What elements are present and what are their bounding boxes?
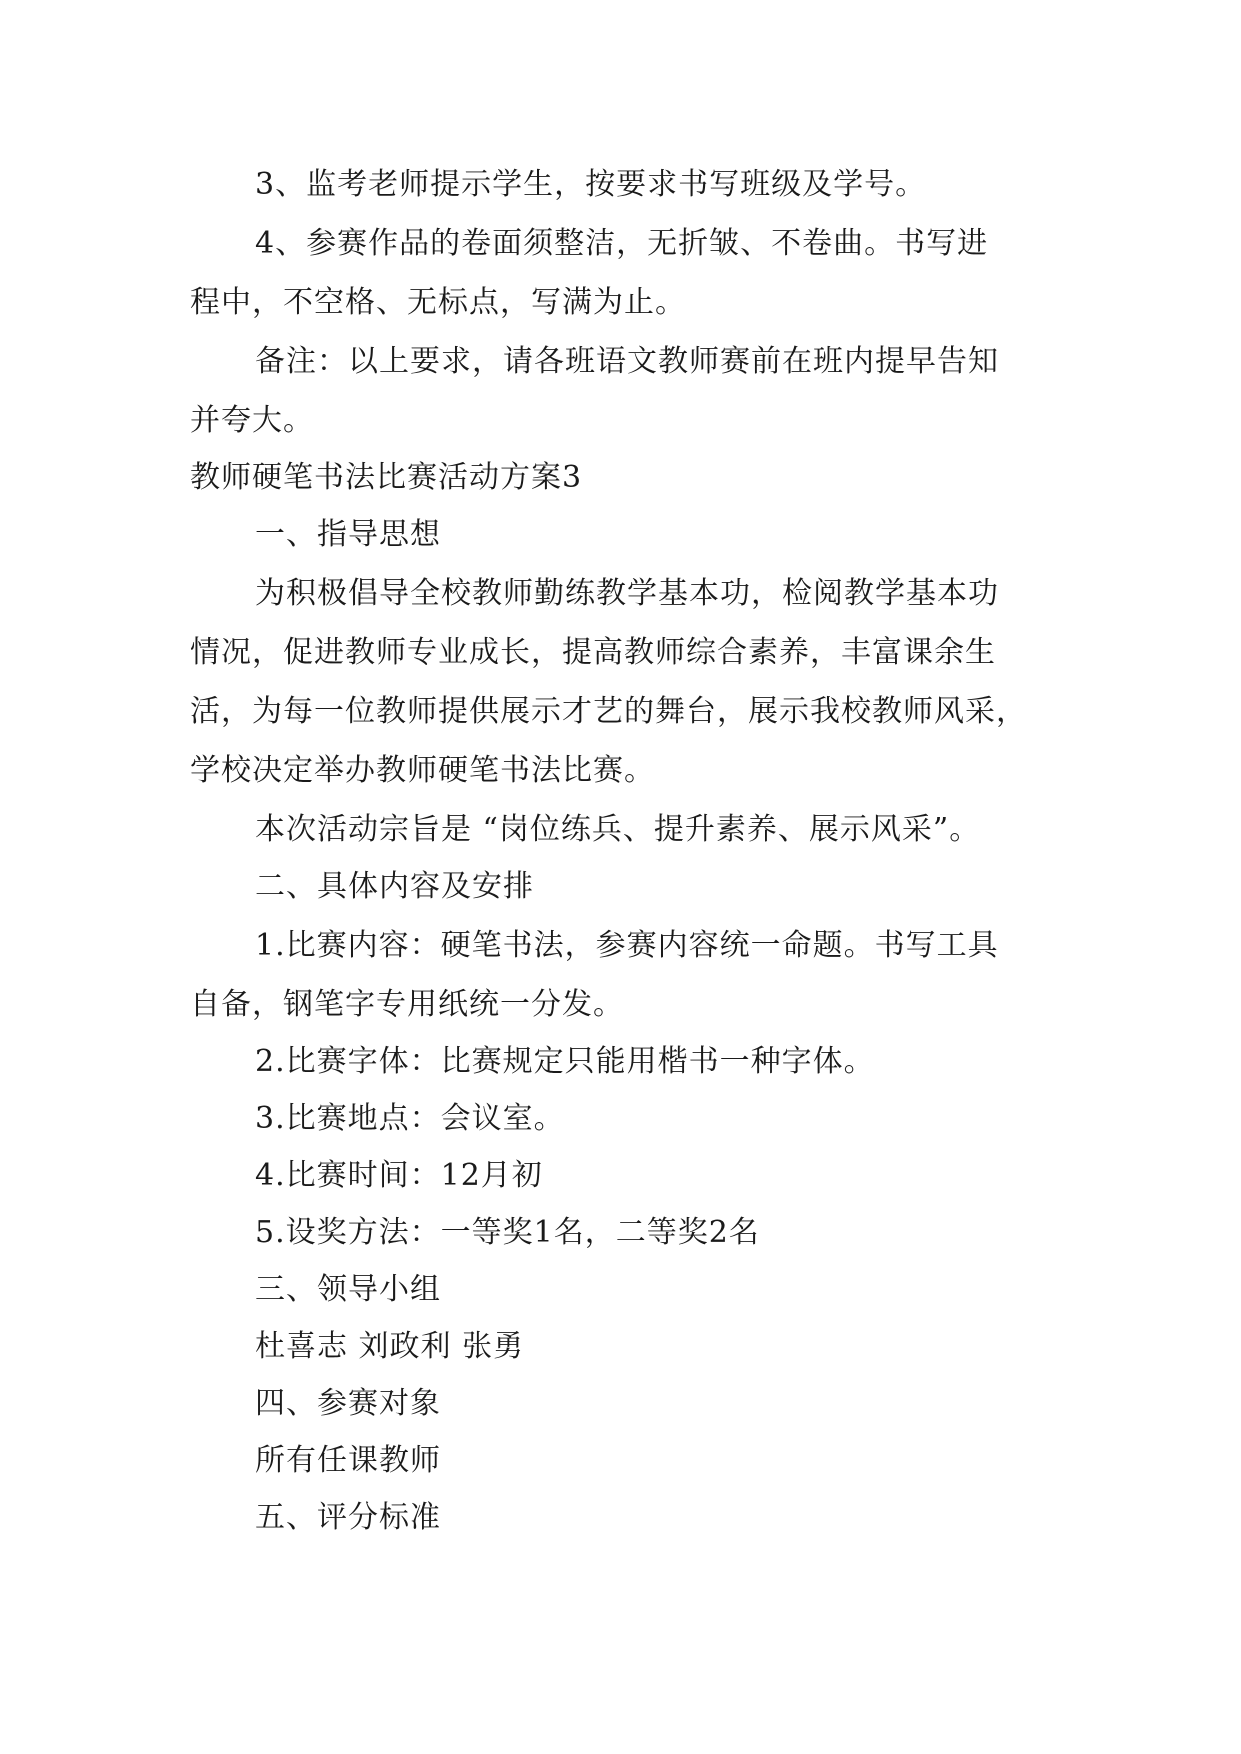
paragraph-line: 3.比赛地点：会议室。 <box>255 1101 565 1136</box>
paragraph-line: 自备，钢笔字专用纸统一分发。 <box>190 987 624 1022</box>
section-title: 教师硬笔书法比赛活动方案3 <box>190 460 583 495</box>
heading-1: 一、指导思想 <box>255 517 441 552</box>
paragraph-line: 2.比赛字体：比赛规定只能用楷书一种字体。 <box>255 1044 875 1079</box>
heading-4: 四、参赛对象 <box>255 1386 441 1421</box>
heading-5: 五、评分标准 <box>255 1500 441 1535</box>
paragraph-line: 杜喜志 刘政利 张勇 <box>255 1329 525 1364</box>
paragraph-line: 情况，促进教师专业成长，提高教师综合素养，丰富课余生 <box>190 635 996 670</box>
paragraph-line: 活，为每一位教师提供展示才艺的舞台，展示我校教师风采， <box>190 694 1027 729</box>
heading-2: 二、具体内容及安排 <box>255 869 534 904</box>
paragraph-line: 并夸大。 <box>190 403 314 438</box>
paragraph-line: 程中，不空格、无标点，写满为止。 <box>190 285 686 320</box>
paragraph-line: 本次活动宗旨是 “岗位练兵、提升素养、展示风采”。 <box>255 812 981 847</box>
paragraph-line: 5.设奖方法：一等奖1名，二等奖2名 <box>255 1215 760 1250</box>
paragraph-line: 4、参赛作品的卷面须整洁，无折皱、不卷曲。书写进 <box>255 226 989 261</box>
paragraph-line: 学校决定举办教师硬笔书法比赛。 <box>190 753 655 788</box>
paragraph-line: 4.比赛时间：12月初 <box>255 1158 543 1193</box>
paragraph-line: 3、监考老师提示学生，按要求书写班级及学号。 <box>255 167 927 202</box>
paragraph-line: 为积极倡导全校教师勤练教学基本功，检阅教学基本功 <box>255 576 999 611</box>
paragraph-line: 1.比赛内容：硬笔书法，参赛内容统一命题。书写工具 <box>255 928 999 963</box>
paragraph-line: 备注：以上要求，请各班语文教师赛前在班内提早告知 <box>255 344 999 379</box>
heading-3: 三、领导小组 <box>255 1272 441 1307</box>
paragraph-line: 所有任课教师 <box>255 1443 441 1478</box>
